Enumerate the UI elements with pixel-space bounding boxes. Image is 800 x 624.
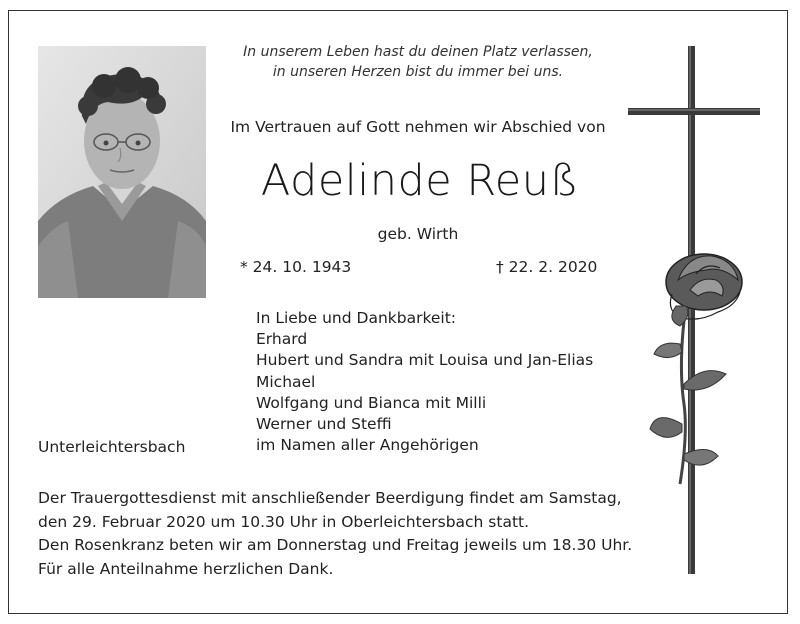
mourner-item: Erhard — [256, 330, 308, 349]
cross-icon — [628, 46, 760, 574]
mourner-item: Michael — [256, 372, 316, 391]
portrait-photo — [38, 46, 206, 298]
deceased-name: Adelinde Reuß — [260, 156, 580, 206]
service-line-1: Der Trauergottesdienst mit anschließender Beerdigung findet am Samstag, — [38, 489, 622, 507]
mourner-item: Hubert und Sandra mit Louisa und Jan-Elias — [256, 351, 594, 370]
mourners-list — [256, 308, 593, 456]
death-date: † 22. 2. 2020 — [496, 258, 598, 276]
service-line-4: Für alle Anteilnahme herzlichen Dank. — [38, 559, 334, 578]
service-line-2: den 29. Februar 2020 um 10.30 Uhr in Oberleichtersbach statt. — [38, 512, 530, 531]
maiden-name: geb. Wirth — [377, 225, 459, 243]
mourner-item: im Namen aller Angehörigen — [256, 436, 479, 455]
poem-line-1: In unserem Leben hast du deinen Platz verlassen, — [243, 44, 593, 60]
poem-line-2: in unseren Herzen bist du immer bei uns. — [272, 64, 564, 80]
mourner-item: Werner und Steffi — [256, 415, 392, 434]
rose-icon — [650, 254, 742, 484]
birth-date: * 24. 10. 1943 — [240, 258, 352, 276]
place-name: Unterleichtersbach — [38, 438, 186, 456]
poem — [218, 42, 618, 82]
mourner-item: Wolfgang und Bianca mit Milli — [256, 393, 487, 412]
intro-text: Im Vertrauen auf Gott nehmen wir Abschied von — [230, 118, 606, 136]
service-info — [38, 487, 632, 581]
service-line-3: Den Rosenkranz beten wir am Donnerstag und Freitag jeweils um 18.30 Uhr. — [38, 536, 633, 554]
cross-with-rose — [626, 44, 766, 576]
mourners-heading: In Liebe und Dankbarkeit: — [256, 309, 457, 327]
